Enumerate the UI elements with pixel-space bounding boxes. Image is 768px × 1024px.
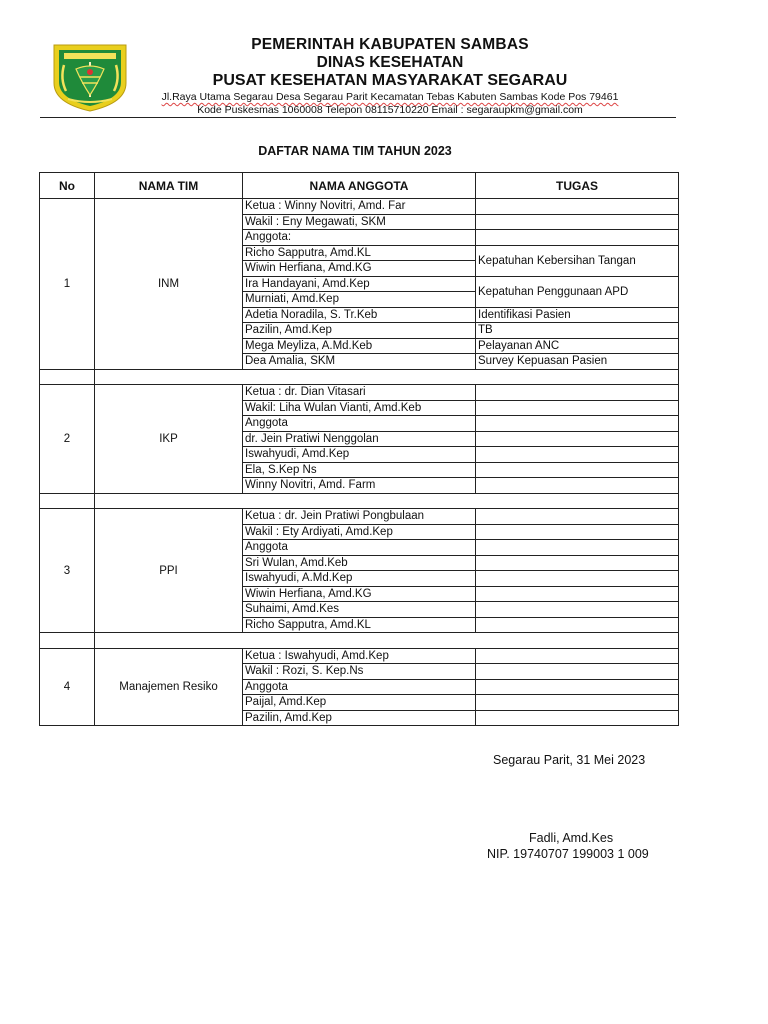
spacer-cell [95, 369, 679, 385]
table-row [40, 509, 679, 525]
column-header-team: NAMA TIM [95, 173, 243, 199]
task-cell [476, 586, 679, 602]
table-row [40, 199, 679, 215]
document-title: DAFTAR NAMA TIM TAHUN 2023 [258, 144, 452, 158]
kabupaten-sambas-emblem-icon [50, 39, 130, 113]
team-number: 2 [40, 385, 95, 494]
task-cell [476, 571, 679, 587]
letterhead-divider [40, 117, 676, 118]
team-table [39, 172, 679, 726]
member-cell: Wakil : Eny Megawati, SKM [243, 214, 476, 230]
member-cell: Anggota [243, 416, 476, 432]
member-cell: dr. Jein Pratiwi Nenggolan [243, 431, 476, 447]
member-cell: Richo Sapputra, Amd.KL [243, 617, 476, 633]
member-cell: Pazilin, Amd.Kep [243, 323, 476, 339]
member-cell: Ketua : Iswahyudi, Amd.Kep [243, 648, 476, 664]
task-cell: Kepatuhan Kebersihan Tangan [476, 245, 679, 276]
table-row [40, 385, 679, 401]
team-name: PPI [95, 509, 243, 633]
member-cell: Paijal, Amd.Kep [243, 695, 476, 711]
table-row [40, 648, 679, 664]
spacer-row [40, 633, 679, 649]
task-cell [476, 462, 679, 478]
member-cell: Pazilin, Amd.Kep [243, 710, 476, 726]
task-cell [476, 199, 679, 215]
member-cell: Anggota [243, 540, 476, 556]
task-cell [476, 431, 679, 447]
team-number: 1 [40, 199, 95, 370]
task-cell [476, 524, 679, 540]
column-header-members: NAMA ANGGOTA [243, 173, 476, 199]
task-cell: TB [476, 323, 679, 339]
table-header-row [40, 173, 679, 199]
letterhead-address: Jl.Raya Utama Segarau Desa Segarau Parit Kecamatan Tebas Kabuten Sambas Kode Pos 79461 [161, 91, 619, 103]
task-cell: Identifikasi Pasien [476, 307, 679, 323]
member-cell: Adetia Noradila, S. Tr.Keb [243, 307, 476, 323]
letterhead-line-3: PUSAT KESEHATAN MASYARAKAT SEGARAU [212, 72, 568, 89]
member-cell: Ketua : dr. Dian Vitasari [243, 385, 476, 401]
task-cell [476, 478, 679, 494]
member-cell: Anggota [243, 679, 476, 695]
task-cell [476, 555, 679, 571]
team-table-body [40, 199, 679, 726]
task-cell [476, 214, 679, 230]
member-cell: Richo Sapputra, Amd.KL [243, 245, 476, 261]
team-number: 4 [40, 648, 95, 726]
member-cell: Murniati, Amd.Kep [243, 292, 476, 308]
member-cell: Wakil : Rozi, S. Kep.Ns [243, 664, 476, 680]
member-cell: Mega Meyliza, A.Md.Keb [243, 338, 476, 354]
task-cell [476, 400, 679, 416]
letterhead-contact: Kode Puskesmas 1060008 Telepon 08115710220 Email : segaraupkm@gmail.com [197, 104, 583, 116]
task-cell [476, 509, 679, 525]
signature-place-date: Segarau Parit, 31 Mei 2023 [493, 753, 646, 767]
member-cell: Ketua : dr. Jein Pratiwi Pongbulaan [243, 509, 476, 525]
task-cell [476, 447, 679, 463]
task-cell [476, 664, 679, 680]
member-cell: Iswahyudi, A.Md.Kep [243, 571, 476, 587]
team-number: 3 [40, 509, 95, 633]
task-cell [476, 695, 679, 711]
spacer-row [40, 493, 679, 509]
task-cell [476, 617, 679, 633]
spacer-cell [95, 493, 679, 509]
spacer-cell [40, 633, 95, 649]
column-header-no: No [40, 173, 95, 199]
member-cell: Dea Amalia, SKM [243, 354, 476, 370]
task-cell [476, 540, 679, 556]
task-cell: Pelayanan ANC [476, 338, 679, 354]
letterhead [140, 36, 640, 117]
task-cell [476, 416, 679, 432]
task-cell [476, 602, 679, 618]
member-cell: Iswahyudi, Amd.Kep [243, 447, 476, 463]
member-cell: Sri Wulan, Amd.Keb [243, 555, 476, 571]
member-cell: Anggota: [243, 230, 476, 246]
member-cell: Suhaimi, Amd.Kes [243, 602, 476, 618]
column-header-tasks: TUGAS [476, 173, 679, 199]
spacer-cell [95, 633, 679, 649]
letterhead-line-2: DINAS KESEHATAN [316, 54, 464, 71]
task-cell [476, 230, 679, 246]
task-cell [476, 385, 679, 401]
member-cell: Winny Novitri, Amd. Farm [243, 478, 476, 494]
task-cell: Survey Kepuasan Pasien [476, 354, 679, 370]
task-cell: Kepatuhan Penggunaan APD [476, 276, 679, 307]
member-cell: Wiwin Herfiana, Amd.KG [243, 586, 476, 602]
team-name: IKP [95, 385, 243, 494]
task-cell [476, 679, 679, 695]
team-name: INM [95, 199, 243, 370]
member-cell: Wakil: Liha Wulan Vianti, Amd.Keb [243, 400, 476, 416]
signature-nip: NIP. 19740707 199003 1 009 [487, 847, 649, 861]
spacer-row [40, 369, 679, 385]
task-cell [476, 710, 679, 726]
signature-name: Fadli, Amd.Kes [529, 831, 614, 845]
member-cell: Ketua : Winny Novitri, Amd. Far [243, 199, 476, 215]
team-name: Manajemen Resiko [95, 648, 243, 726]
spacer-cell [40, 493, 95, 509]
spacer-cell [40, 369, 95, 385]
member-cell: Ela, S.Kep Ns [243, 462, 476, 478]
member-cell: Wakil : Ety Ardiyati, Amd.Kep [243, 524, 476, 540]
letterhead-line-1: PEMERINTAH KABUPATEN SAMBAS [251, 36, 529, 53]
task-cell [476, 648, 679, 664]
member-cell: Wiwin Herfiana, Amd.KG [243, 261, 476, 277]
member-cell: Ira Handayani, Amd.Kep [243, 276, 476, 292]
